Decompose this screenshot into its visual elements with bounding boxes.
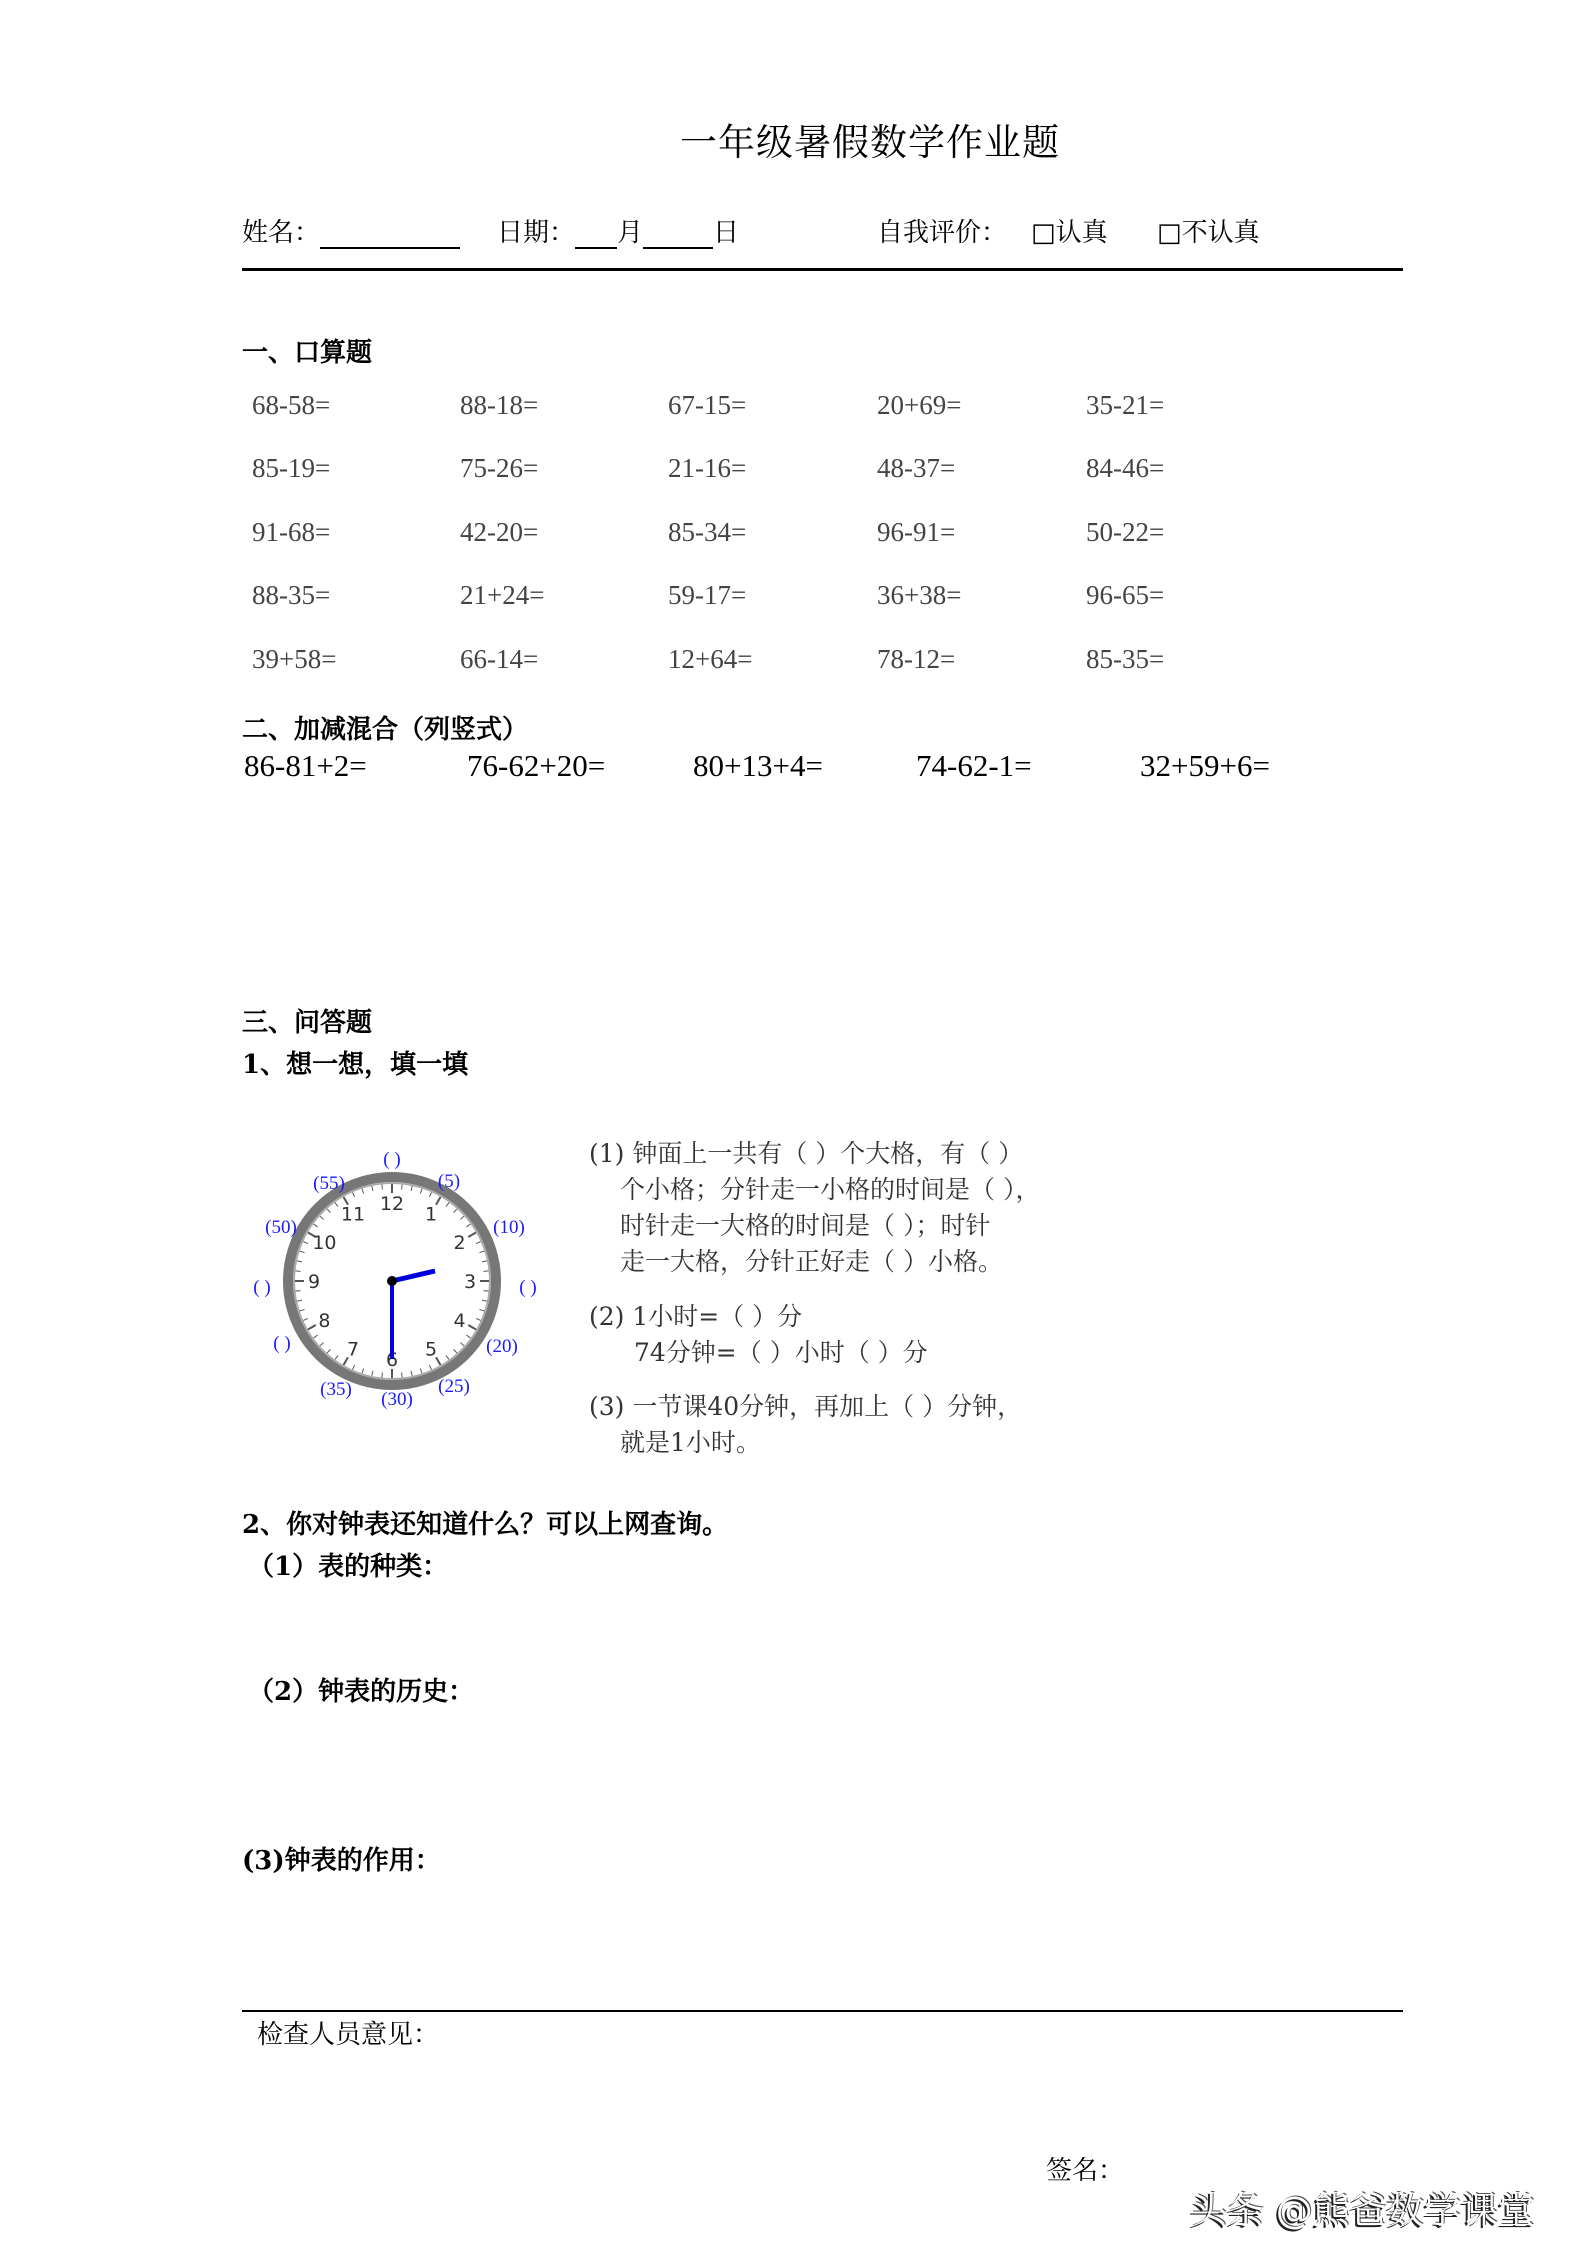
mixed-problem: 80+13+4= bbox=[693, 748, 823, 783]
signature-label: 签名： bbox=[1046, 2156, 1125, 2186]
oral-calc-item: 84-46= bbox=[1086, 453, 1165, 483]
oral-calc-item: 78-12= bbox=[877, 644, 956, 674]
name-field[interactable] bbox=[242, 212, 460, 249]
clock-number: 2 bbox=[453, 1232, 466, 1254]
oral-calc-item: 91-68= bbox=[252, 517, 331, 547]
oral-calc-item: 75-26= bbox=[460, 453, 539, 483]
clock-tick bbox=[296, 1291, 301, 1292]
name-label: 姓名： bbox=[242, 218, 321, 248]
mixed-problem: 32+59+6= bbox=[1140, 748, 1270, 783]
clock-number: 1 bbox=[424, 1203, 438, 1226]
oral-calc-item: 68-58= bbox=[252, 390, 331, 420]
option-not-serious-checkbox[interactable]: □不认真 bbox=[1157, 218, 1260, 248]
oral-calc-item: 35-21= bbox=[1086, 390, 1165, 420]
clock-number: 3 bbox=[463, 1271, 477, 1293]
oral-calc-item: 59-17= bbox=[668, 580, 747, 610]
oral-calc-item: 88-18= bbox=[460, 390, 539, 420]
q2-sub3: (3)钟表的作用： bbox=[242, 1846, 441, 1876]
month-label: 月 bbox=[617, 218, 644, 248]
q1-line: (2) 1小时=（ ）分 bbox=[589, 1302, 803, 1331]
page-title: 一年级暑假数学作业题 bbox=[680, 121, 1060, 164]
day-blank[interactable] bbox=[643, 221, 713, 249]
clock-minute-label: (20) bbox=[486, 1336, 518, 1357]
q1-line: 就是1小时。 bbox=[620, 1428, 761, 1457]
q1-line: 走一大格，分针正好走（ ）小格。 bbox=[620, 1247, 1003, 1276]
q2-title: 2、你对钟表还知道什么？可以上网查询。 bbox=[242, 1510, 729, 1540]
clock-number: 4 bbox=[453, 1310, 466, 1332]
oral-calc-item: 39+58= bbox=[252, 644, 337, 674]
oral-calc-item: 42-20= bbox=[460, 517, 539, 547]
q1-line: 74分钟=（ ）小时（ ）分 bbox=[634, 1338, 928, 1367]
reviewer-label: 检查人员意见： bbox=[257, 2020, 440, 2050]
clock-tick bbox=[382, 1185, 383, 1190]
date-label: 日期： bbox=[497, 218, 576, 248]
oral-calc-item: 88-35= bbox=[252, 580, 331, 610]
oral-calc-item: 67-15= bbox=[668, 390, 747, 420]
oral-calc-item: 96-65= bbox=[1086, 580, 1165, 610]
mixed-problem: 86-81+2= bbox=[244, 748, 367, 783]
clock-figure bbox=[252, 1147, 552, 1422]
q2-sub2: （2）钟表的历史： bbox=[248, 1677, 475, 1707]
oral-calc-item: 36+38= bbox=[877, 580, 962, 610]
oral-calc-item: 85-34= bbox=[668, 517, 747, 547]
clock-minute-label: (55) bbox=[313, 1173, 345, 1194]
clock-number: 6 bbox=[385, 1349, 399, 1371]
section1-heading: 一、口算题 bbox=[242, 338, 373, 368]
q1-line: (1) 钟面上一共有（ ）个大格，有（ ） bbox=[589, 1139, 1024, 1168]
clock-minute-label: (35) bbox=[320, 1379, 352, 1400]
q1-line: 时针走一大格的时间是（ ）；时针 bbox=[620, 1211, 991, 1240]
clock-tick bbox=[483, 1291, 488, 1292]
mixed-problem: 74-62-1= bbox=[916, 748, 1032, 783]
footer-divider bbox=[242, 2010, 1403, 2012]
oral-calc-item: 21-16= bbox=[668, 453, 747, 483]
clock-number: 9 bbox=[307, 1271, 321, 1293]
oral-calc-item: 21+24= bbox=[460, 580, 545, 610]
watermark: 头条 @熊爸数学课堂 bbox=[1190, 2189, 1535, 2232]
oral-calc-item: 48-37= bbox=[877, 453, 956, 483]
clock-tick bbox=[296, 1271, 301, 1272]
name-blank[interactable] bbox=[320, 221, 460, 249]
clock-number: 7 bbox=[346, 1338, 360, 1361]
oral-calc-item: 96-91= bbox=[877, 517, 956, 547]
oral-calc-item: 66-14= bbox=[460, 644, 539, 674]
oral-calc-item: 20+69= bbox=[877, 390, 962, 420]
day-label: 日 bbox=[713, 218, 740, 248]
clock-minute-label: (50) bbox=[265, 1217, 297, 1238]
clock-number: 5 bbox=[424, 1338, 438, 1361]
clock-minute-label: ( ) bbox=[253, 1277, 271, 1298]
section2-heading: 二、加减混合（列竖式） bbox=[242, 715, 529, 745]
self-eval-label: 自我评价： bbox=[877, 218, 1008, 248]
option-serious-checkbox[interactable]: □认真 bbox=[1031, 218, 1108, 248]
clock-number: 10 bbox=[312, 1232, 337, 1254]
month-blank[interactable] bbox=[575, 221, 617, 249]
clock-tick bbox=[483, 1271, 488, 1272]
clock-minute-label: (10) bbox=[493, 1217, 525, 1238]
clock-minute-label: ( ) bbox=[273, 1333, 291, 1354]
clock-number: 12 bbox=[379, 1193, 405, 1215]
header-divider bbox=[242, 268, 1403, 271]
clock-minute-label: (30) bbox=[381, 1389, 413, 1410]
clock-minute-label: ( ) bbox=[383, 1149, 401, 1170]
oral-calc-item: 85-19= bbox=[252, 453, 331, 483]
q1-title: 1、想一想，填一填 bbox=[242, 1050, 469, 1080]
clock-number: 11 bbox=[340, 1203, 366, 1226]
oral-calc-item: 12+64= bbox=[668, 644, 753, 674]
q1-line: 个小格；分针走一小格的时间是（ ）， bbox=[620, 1175, 1041, 1204]
clock-number: 8 bbox=[318, 1310, 331, 1332]
section3-heading: 三、问答题 bbox=[242, 1008, 373, 1038]
clock-minute-label: (5) bbox=[437, 1171, 461, 1192]
clock-tick bbox=[382, 1372, 383, 1377]
q2-sub1: （1）表的种类： bbox=[248, 1552, 449, 1582]
clock-minute-label: (25) bbox=[438, 1376, 470, 1397]
clock-tick bbox=[402, 1185, 403, 1190]
clock-center bbox=[387, 1276, 397, 1286]
oral-calc-item: 50-22= bbox=[1086, 517, 1165, 547]
mixed-problem: 76-62+20= bbox=[467, 748, 606, 783]
date-field bbox=[497, 212, 739, 249]
clock-tick bbox=[402, 1372, 403, 1377]
clock-minute-label: ( ) bbox=[519, 1277, 537, 1298]
q1-line: (3) 一节课40分钟，再加上（ ）分钟， bbox=[589, 1392, 1023, 1421]
oral-calc-item: 85-35= bbox=[1086, 644, 1165, 674]
